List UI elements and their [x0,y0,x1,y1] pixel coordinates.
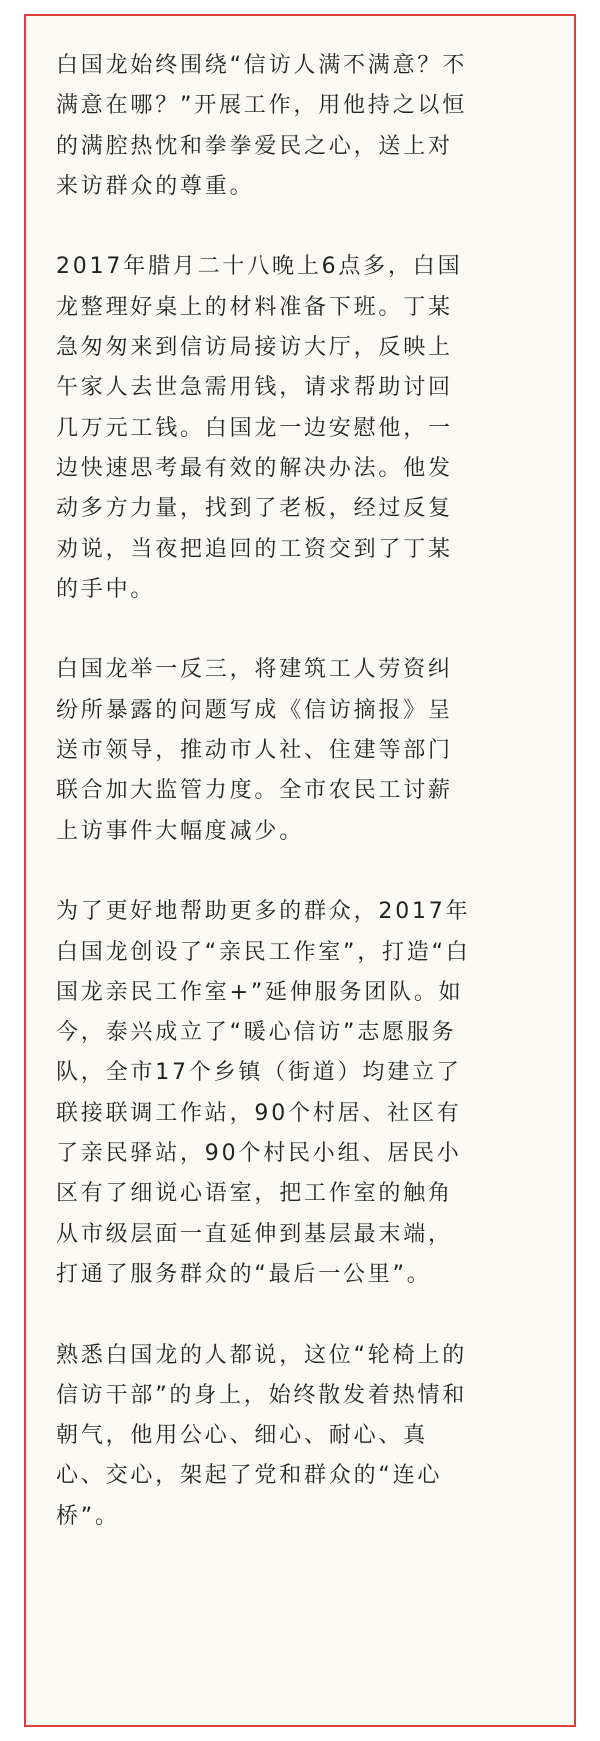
text-line: 打通了服务群众的“最后一公里”。 [56,1261,432,1287]
paragraph [56,1336,550,1537]
text-line: 信访干部”的身上，始终散发着热情和 [56,1382,467,1408]
paragraph [56,892,550,1295]
text-line: 2017年腊月二十八晚上6点多，白国 [56,254,463,280]
text-line: 几万元工钱。白国龙一边安慰他，一 [56,415,453,441]
text-line: 了亲民驿站，90个村民小组、居民小 [56,1141,462,1167]
text-line: 白国龙创设了“亲民工作室”，打造“白 [56,939,471,965]
text-line: 送市领导，推动市人社、住建等部门 [56,738,453,764]
text-line: 边快速思考最有效的解决办法。他发 [56,455,453,481]
article-body [56,46,550,1537]
text-line: 午家人去世急需用钱，请求帮助讨回 [56,375,453,401]
text-line: 国龙亲民工作室+”延伸服务团队。如 [56,979,464,1005]
text-line: 来访群众的尊重。 [56,173,255,199]
text-line: 桥”。 [56,1503,120,1529]
text-line: 上访事件大幅度减少。 [56,818,305,844]
text-line: 联接联调工作站，90个村居、社区有 [56,1100,462,1126]
text-line: 队，全市17个乡镇（街道）均建立了 [56,1060,462,1086]
text-line: 联合加大监管力度。全市农民工讨薪 [56,778,453,804]
paragraph [56,247,550,610]
text-line: 白国龙始终围绕“信访人满不满意？不 [56,53,467,78]
text-line: 急匆匆来到信访局接访大厅，反映上 [56,335,453,361]
paragraph [56,46,550,207]
text-line: 从市级层面一直延伸到基层最末端， [56,1221,453,1247]
text-line: 为了更好地帮助更多的群众，2017年 [56,899,471,925]
text-line: 心、交心，架起了党和群众的“连心 [56,1463,443,1489]
text-line: 动多方力量，找到了老板，经过反复 [56,496,453,522]
text-line: 今，泰兴成立了“暖心信访”志愿服务 [56,1020,457,1046]
text-line: 的满腔热忱和拳拳爱民之心，送上对 [56,133,453,159]
text-line: 纷所暴露的问题写成《信访摘报》呈 [56,697,453,723]
paragraph [56,650,550,851]
text-line: 熟悉白国龙的人都说，这位“轮椅上的 [56,1342,467,1368]
text-line: 满意在哪？”开展工作，用他持之以恒 [56,93,467,119]
text-line: 劝说，当夜把追回的工资交到了丁某 [56,536,453,562]
text-line: 白国龙举一反三，将建筑工人劳资纠 [56,657,453,683]
text-line: 龙整理好桌上的材料准备下班。丁某 [56,294,453,320]
text-line: 区有了细说心语室，把工作室的触角 [56,1181,453,1207]
text-line: 朝气，他用公心、细心、耐心、真 [56,1423,429,1449]
text-line: 的手中。 [56,576,156,602]
